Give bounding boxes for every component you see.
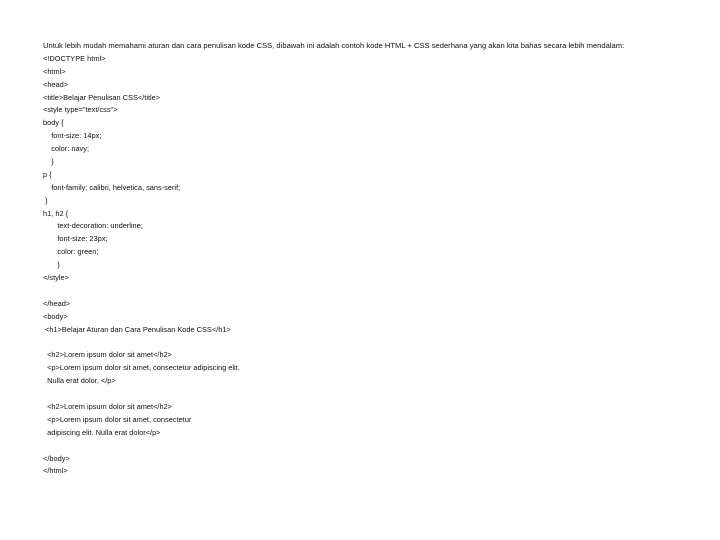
code-blank-line (43, 285, 703, 298)
code-blank-line (43, 388, 703, 401)
code-line: body { (43, 118, 64, 128)
code-line: color: navy; (43, 144, 90, 154)
code-line: font-size: 14px; (43, 131, 102, 141)
code-line: <h2>Lorem ipsum dolor sit amet</h2> (43, 350, 172, 360)
code-line: } (43, 157, 54, 167)
code-line: adipiscing elit. Nulla erat dolor</p> (43, 427, 161, 437)
code-line: p { (43, 169, 52, 179)
code-blank-line (43, 440, 703, 453)
code-line: <html> (43, 66, 66, 76)
code-line: <p>Lorem ipsum dolor sit amet, consectetur adipiscing elit. (43, 363, 240, 373)
code-line: h1, h2 { (43, 208, 69, 218)
code-line: <title>Belajar Penulisan CSS</title> (43, 92, 161, 102)
code-blank-line (43, 336, 703, 349)
code-line: <h1>Belajar Aturan dan Cara Penulisan Kode CSS</h1> (43, 324, 231, 334)
code-line: } (43, 195, 48, 205)
code-line: <body> (43, 311, 68, 321)
code-line: </style> (43, 273, 69, 283)
code-line: <h2>Lorem ipsum dolor sit amet</h2> (43, 401, 172, 411)
code-line: } (43, 260, 60, 270)
intro-paragraph: Untuk lebih mudah memahami aturan dan cara penulisan kode CSS, dibawah ini adalah contoh kode HTML + CSS sederhana yang akan kita bahas secara lebih mendalam: (43, 41, 625, 50)
code-line: <!DOCTYPE html> (43, 53, 106, 63)
code-line: color: green; (43, 247, 99, 257)
code-line: </head> (43, 298, 71, 308)
code-line: </html> (43, 466, 68, 476)
code-line: <style type="text/css"> (43, 105, 118, 115)
code-line: <p>Lorem ipsum dolor sit amet, consectetur (43, 414, 192, 424)
code-line: </body> (43, 453, 70, 463)
code-line: Nulla erat dolor, </p> (43, 376, 116, 386)
code-line: font-family: calibri, helvetica, sans-serif; (43, 182, 181, 192)
code-line: text-decoration: underline; (43, 221, 143, 231)
code-line: <head> (43, 79, 69, 89)
code-listing (43, 53, 703, 478)
code-line: font-size: 23px; (43, 234, 108, 244)
document-page (43, 40, 703, 478)
